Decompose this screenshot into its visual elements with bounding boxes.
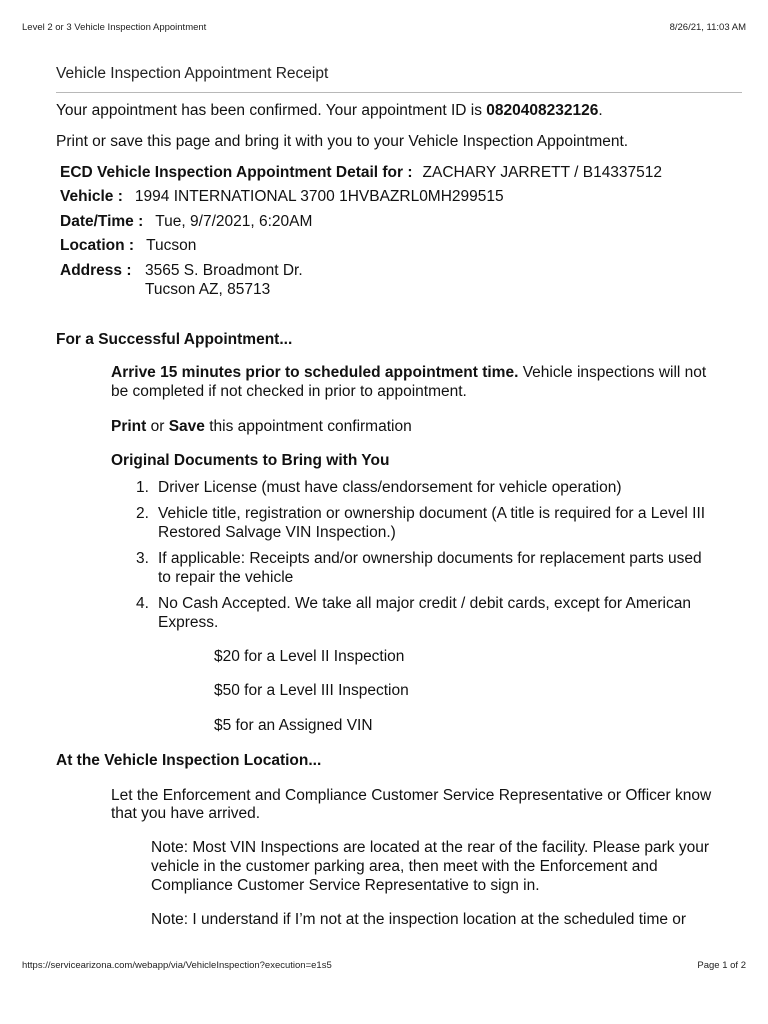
location-heading: At the Vehicle Inspection Location... bbox=[56, 752, 322, 769]
print-footer-url: https://servicearizona.com/webapp/via/VehicleInspection?execution=e1s5 bbox=[22, 960, 332, 971]
vehicle-label: Vehicle : bbox=[60, 188, 123, 205]
list-text: Vehicle title, registration or ownership document (A title is required for a Level III Restored Salvage VIN Inspection.) bbox=[158, 505, 706, 541]
list-number: 3. bbox=[136, 550, 149, 567]
list-number: 2. bbox=[136, 505, 149, 522]
list-text: No Cash Accepted. We take all major credit / debit cards, except for American Express. bbox=[158, 595, 691, 631]
print-word: Print bbox=[111, 418, 147, 435]
confirmation-end: . bbox=[598, 102, 603, 119]
print-footer-page: Page 1 of 2 bbox=[697, 960, 746, 971]
details-heading-value: ZACHARY JARRETT / B14337512 bbox=[422, 164, 663, 181]
details-heading-label: ECD Vehicle Inspection Appointment Detail for : bbox=[60, 164, 413, 181]
details-heading bbox=[60, 164, 662, 183]
location-label: Location : bbox=[60, 237, 135, 254]
title-divider bbox=[56, 92, 742, 93]
note2-line1: Note: I understand if I’m not at the inspection location at the scheduled time or bbox=[151, 911, 687, 928]
note1-line1: Note: Most VIN Inspections are located at the rear of the facility. Please park your bbox=[151, 839, 709, 856]
fee-level-ii: $20 for a Level II Inspection bbox=[214, 648, 405, 665]
print-instruction: Print or save this page and bring it with you to your Vehicle Inspection Appointment. bbox=[56, 133, 629, 150]
documents-heading: Original Documents to Bring with You bbox=[111, 452, 390, 469]
confirm-rest: this appointment confirmation bbox=[204, 418, 412, 435]
or-word: or bbox=[146, 418, 169, 435]
vehicle-row bbox=[60, 188, 504, 207]
print-header-datetime: 8/26/21, 11:03 AM bbox=[669, 22, 746, 33]
address-label: Address : bbox=[60, 262, 132, 279]
datetime-label: Date/Time : bbox=[60, 213, 144, 230]
arrive-line2: be completed if not checked in prior to appointment. bbox=[111, 383, 467, 400]
appointment-id: 0820408232126 bbox=[486, 102, 599, 119]
vehicle-value: 1994 INTERNATIONAL 3700 1HVBAZRL0MH299515 bbox=[134, 188, 504, 205]
print-save-line bbox=[111, 418, 412, 437]
let-line1: Let the Enforcement and Compliance Customer Service Representative or Officer know bbox=[111, 787, 712, 804]
datetime-value: Tue, 9/7/2021, 6:20AM bbox=[155, 213, 313, 230]
note1-line2: vehicle in the customer parking area, then meet with the Enforcement and bbox=[151, 858, 658, 875]
arrive-bold: Arrive 15 minutes prior to scheduled appointment time. bbox=[111, 364, 519, 381]
list-text: If applicable: Receipts and/or ownership documents for replacement parts used to repair the vehicle bbox=[158, 550, 702, 586]
confirmation-message bbox=[56, 102, 603, 121]
arrive-line1 bbox=[111, 364, 706, 383]
location-row bbox=[60, 237, 196, 256]
page-title: Vehicle Inspection Appointment Receipt bbox=[56, 65, 329, 82]
arrive-rest: Vehicle inspections will not bbox=[518, 364, 707, 381]
confirmation-text: Your appointment has been confirmed. Your appointment ID is bbox=[56, 102, 482, 119]
note1-line3: Compliance Customer Service Representative to sign in. bbox=[151, 877, 540, 894]
address-line2: Tucson AZ, 85713 bbox=[145, 281, 271, 298]
list-text: Driver License (must have class/endorsement for vehicle operation) bbox=[158, 479, 622, 496]
fee-level-iii: $50 for a Level III Inspection bbox=[214, 682, 409, 699]
save-word: Save bbox=[168, 418, 205, 435]
location-value: Tucson bbox=[146, 237, 197, 254]
datetime-row bbox=[60, 213, 312, 232]
list-number: 1. bbox=[136, 479, 149, 496]
list-number: 4. bbox=[136, 595, 149, 612]
let-line2: that you have arrived. bbox=[111, 805, 261, 822]
address-line1: 3565 S. Broadmont Dr. bbox=[145, 262, 303, 279]
print-header-title: Level 2 or 3 Vehicle Inspection Appointment bbox=[22, 22, 207, 33]
fee-assigned-vin: $5 for an Assigned VIN bbox=[214, 717, 373, 734]
successful-heading: For a Successful Appointment... bbox=[56, 331, 293, 348]
